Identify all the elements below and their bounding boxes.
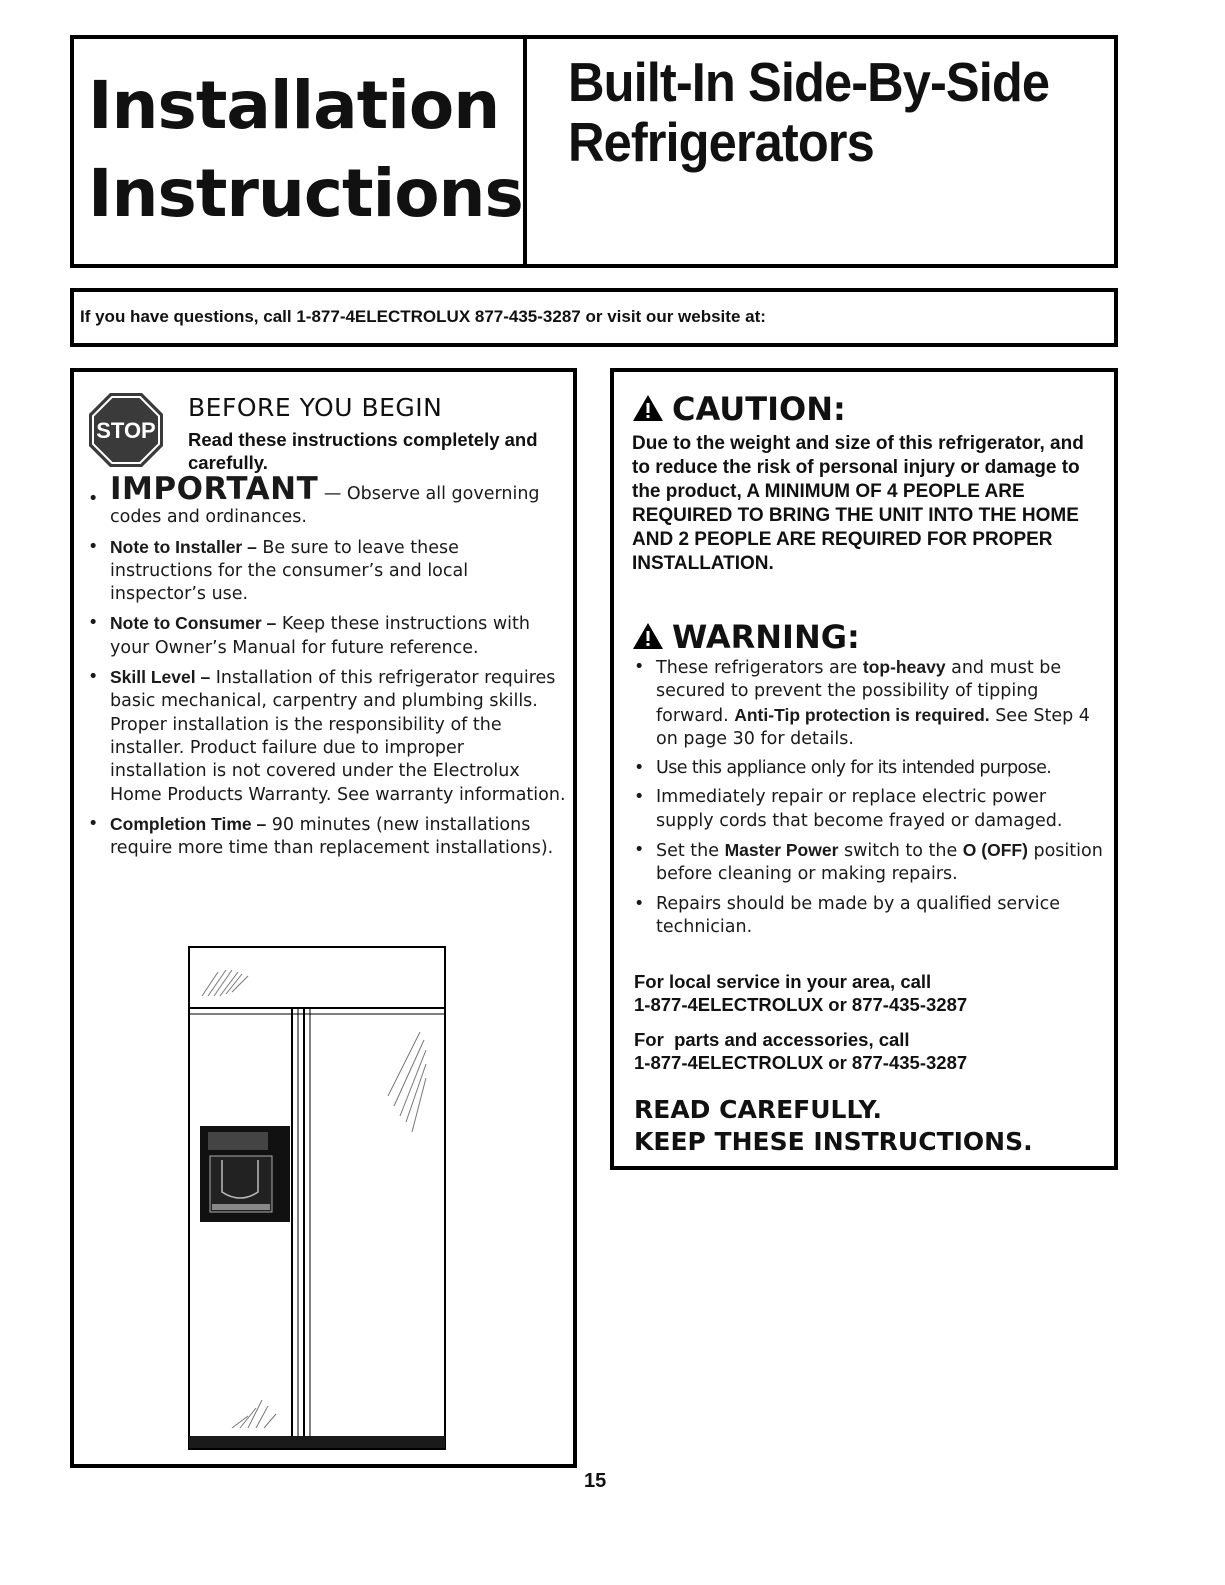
warning-item-qualified-technician: • Repairs should be made by a qualified service technician. (634, 893, 1104, 940)
warning-text: and must be secured to prevent the possibility of tipping forward. (656, 658, 1062, 726)
warning-item-top-heavy (634, 656, 1104, 751)
caution-heading (632, 390, 846, 428)
before-you-begin-list (88, 471, 566, 866)
note-to-installer-label: Note to Installer – (110, 536, 257, 557)
before-you-begin-heading: BEFORE YOU BEGIN (188, 393, 443, 422)
list-item-note-to-consumer (88, 612, 566, 660)
skill-level-text: Installation of this refrigerator requires basic mechanical, carpentry and plumbing skills. Proper installation is the responsibility of the installer. Product failure due to improper installation is not covered under the Electrolux Home Products Warranty. See warranty information. (110, 668, 566, 805)
document-title-line1: Installation (88, 67, 500, 144)
warning-text: See Step 4 on page 30 for details. (656, 705, 1090, 749)
master-power-label: Master Power (724, 840, 839, 861)
caution-triangle-icon (632, 394, 664, 422)
parts-accessories-info (634, 1028, 1104, 1074)
product-title (568, 52, 1065, 172)
caution-heading-text: CAUTION: (672, 390, 846, 428)
warning-item-intended-purpose: • Use this appliance only for its intended purpose. (634, 757, 1104, 780)
note-to-installer-text: Be sure to leave these instructions for the consumer’s and local inspector’s use. (110, 537, 469, 605)
local-service-phone: 1-877-4ELECTROLUX or 877-435-3287 (634, 994, 968, 1015)
off-position-label: O (OFF) (962, 840, 1028, 861)
completion-time-label: Completion Time – (110, 813, 267, 834)
caution-text: Due to the weight and size of this refrigerator, and to reduce the risk of personal injury or damage to the product, A MINIMUM OF 4 PEOPLE ARE REQUIRED TO BRING THE UNIT INTO THE HOME AND 2 PEOPLE ARE REQUIRED FOR PROPER INSTALLATION. (632, 433, 1084, 574)
list-item-important (88, 471, 566, 530)
product-title-line2: Refrigerators (568, 111, 874, 173)
warning-text: position before cleaning or making repairs. (656, 841, 1103, 885)
stop-sign-icon (88, 392, 164, 468)
contact-text: If you have questions, call 1-877-4ELECTROLUX 877-435-3287 or visit our website at: (80, 307, 766, 326)
document-title-line2: Instructions (88, 155, 523, 232)
important-label: IMPORTANT (110, 471, 319, 507)
parts-line1: For parts and accessories, call (634, 1029, 910, 1050)
warning-item-master-power (634, 839, 1104, 887)
closing-line2: KEEP THESE INSTRUCTIONS. (634, 1127, 1033, 1156)
before-you-begin-subheading: Read these instructions completely and carefully. (188, 429, 538, 473)
warning-heading-text: WARNING: (672, 618, 860, 656)
product-title-line1: Built-In Side-By-Side (568, 51, 1050, 113)
parts-phone: 1-877-4ELECTROLUX or 877-435-3287 (634, 1052, 968, 1073)
list-item-completion-time (88, 813, 566, 861)
document-title (88, 62, 523, 238)
warning-item-power-cords: • Immediately repair or replace electric power supply cords that become frayed or damaged. (634, 786, 1104, 833)
note-to-consumer-text: Keep these instructions with your Owner’s Manual for future reference. (110, 614, 530, 658)
warning-heading (632, 618, 860, 656)
list-item-note-to-installer (88, 536, 566, 607)
refrigerator-illustration (188, 946, 446, 1450)
warning-triangle-icon (632, 622, 664, 650)
closing-line1: READ CAREFULLY. (634, 1095, 882, 1124)
warning-text: Set the (656, 841, 725, 862)
ice-water-dispenser (200, 1126, 290, 1222)
page-number: 15 (584, 1470, 607, 1492)
top-heavy-label: top-heavy (862, 657, 946, 677)
warning-text: switch to the (838, 841, 963, 862)
header-divider (523, 35, 527, 268)
anti-tip-label: Anti-Tip protection is required. (734, 704, 990, 725)
closing-notice (634, 1094, 1104, 1158)
local-service-info (634, 970, 1104, 1016)
completion-time-text: 90 minutes (new installations require more time than replacement installations). (110, 814, 554, 859)
list-item-skill-level (88, 666, 566, 807)
local-service-line1: For local service in your area, call (634, 971, 932, 992)
warning-text: These refrigerators are (656, 658, 863, 678)
note-to-consumer-label: Note to Consumer – (110, 613, 277, 634)
stop-sign-label: STOP (96, 418, 156, 443)
important-text: — Observe all governing codes and ordinances. (110, 484, 540, 528)
skill-level-label: Skill Level – (110, 667, 211, 688)
warning-list (634, 656, 1104, 945)
